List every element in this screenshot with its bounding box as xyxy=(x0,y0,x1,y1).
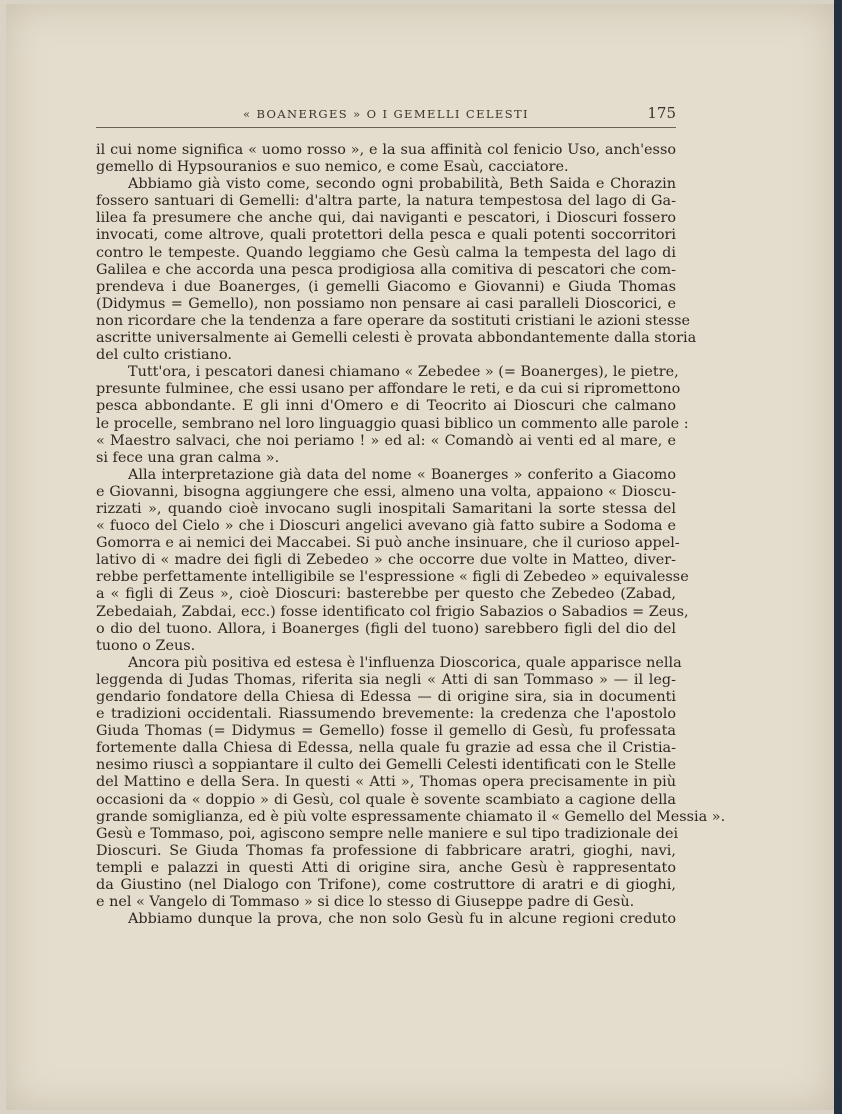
text-line: Gesù e Tommaso, poi, agiscono sempre nelle maniere e sul tipo tradizionale dei xyxy=(96,825,679,842)
text-line: lilea fa presumere che anche qui, dai naviganti e pescatori, i Dioscuri fossero xyxy=(96,210,676,227)
text-line: gemello di Hypsouranios e suo nemico, e come Esaù, cacciatore. xyxy=(96,159,569,176)
text-line: del Mattino e della Sera. In questi « Atti », Thomas opera precisamente in più xyxy=(96,774,676,791)
text-line: Tutt'ora, i pescatori danesi chiamano « Zebedee » (= Boanerges), le pietre, xyxy=(128,364,679,381)
text-line: rebbe perfettamente intelligibile se l'espressione « figli di Zebedeo » equivalesse xyxy=(96,569,689,586)
text-line: rizzati », quando cioè invocano sugli inospitali Samaritani la sorte stessa del xyxy=(96,500,676,517)
text-line: fortemente dalla Chiesa di Edessa, nella quale fu grazie ad essa che il Cristia- xyxy=(96,740,676,757)
text-line: si fece una gran calma ». xyxy=(96,449,280,466)
text-line: (Didymus = Gemello), non possiamo non pensare ai casi paralleli Dioscorici, e xyxy=(96,295,676,312)
text-line: invocati, come altrove, quali protettori della pesca e quali potenti soccorritori xyxy=(96,227,676,244)
text-line: contro le tempeste. Quando leggiamo che Gesù calma la tempesta del lago di xyxy=(96,244,676,261)
body-text xyxy=(96,142,726,928)
text-line: nesimo riuscì a soppiantare il culto dei Gemelli Celesti identificati con le Stelle xyxy=(96,757,676,774)
text-line: a « figli di Zeus », cioè Dioscuri: basterebbe per questo che Zebedeo (Zabad, xyxy=(96,586,676,603)
running-head xyxy=(96,104,676,126)
text-line: grande somiglianza, ed è più volte espressamente chiamato il « Gemello del Messia ». xyxy=(96,808,726,825)
text-line: leggenda di Judas Thomas, riferita sia negli « Atti di san Tommaso » — il leg- xyxy=(96,671,676,688)
text-line: Dioscuri. Se Giuda Thomas fa professione di fabbricare aratri, gioghi, navi, xyxy=(96,842,676,859)
text-line: tuono o Zeus. xyxy=(96,637,196,654)
text-line: gendario fondatore della Chiesa di Edessa — di origine sira, sia in documenti xyxy=(96,689,676,705)
text-line: Giuda Thomas (= Didymus = Gemello) fosse il gemello di Gesù, fu professata xyxy=(96,723,676,740)
text-line: templi e palazzi in questi Atti di origine sira, anche Gesù è rappresentato xyxy=(96,859,676,876)
text-line: Abbiamo già visto come, secondo ogni probabilità, Beth Saida e Chorazin xyxy=(128,176,676,193)
text-line: da Giustino (nel Dialogo con Trifone), come costruttore di aratri e di gioghi, xyxy=(96,877,676,894)
text-line: Alla interpretazione già data del nome « Boanerges » conferito a Giacomo xyxy=(128,466,676,483)
text-line: lativo di « madre dei figli di Zebedeo » che occorre due volte in Matteo, diver- xyxy=(96,552,676,569)
text-line: Galilea e che accorda una pesca prodigiosa alla comitiva di pescatori che com- xyxy=(96,261,676,278)
text-line: il cui nome significa « uomo rosso », e la sua affinità col fenicio Uso, anch'esso xyxy=(96,142,676,158)
text-line: occasioni da « doppio » di Gesù, col quale è sovente scambiato a cagione della xyxy=(96,791,676,808)
header-rule xyxy=(96,127,676,128)
text-line: Ancora più positiva ed estesa è l'influenza Dioscorica, quale apparisce nella xyxy=(128,654,682,671)
page-edge xyxy=(834,0,842,1114)
text-line: Abbiamo dunque la prova, che non solo Gesù fu in alcune regioni creduto xyxy=(128,911,676,928)
text-line: le procelle, sembrano nel loro linguaggio quasi biblico un commento alle parole : xyxy=(96,415,689,432)
text-line: del culto cristiano. xyxy=(96,347,233,364)
text-line: Gomorra e ai nemici dei Maccabei. Si può anche insinuare, che il curioso appel- xyxy=(96,535,680,552)
text-line: e Giovanni, bisogna aggiungere che essi, almeno una volta, appaiono « Dioscu- xyxy=(96,483,676,500)
text-line: « Maestro salvaci, che noi periamo ! » ed al: « Comandò ai venti ed al mare, e xyxy=(96,432,676,449)
page-number: 175 xyxy=(647,104,676,122)
text-line: fossero santuari di Gemelli: d'altra parte, la natura tempestosa del lago di Ga- xyxy=(96,193,676,210)
text-line: prendeva i due Boanerges, (i gemelli Giacomo e Giovanni) e Giuda Thomas xyxy=(96,278,676,295)
text-line: presunte fulminee, che essi usano per affondare le reti, e da cui si ripromettono xyxy=(96,381,681,398)
text-line: non ricordare che la tendenza a fare operare da sostituti cristiani le azioni stesse xyxy=(96,312,691,329)
text-line: o dio del tuono. Allora, i Boanerges (figli del tuono) sarebbero figli del dio del xyxy=(96,620,676,637)
text-line: Zebedaiah, Zabdai, ecc.) fosse identificato col frigio Sabazios o Sabadios = Zeus, xyxy=(96,603,689,620)
text-line: e tradizioni occidentali. Riassumendo brevemente: la credenza che l'apostolo xyxy=(96,706,676,723)
text-line: ascritte universalmente ai Gemelli celesti è provata abbondantemente dalla storia xyxy=(96,330,697,347)
running-title: « BOANERGES » O I GEMELLI CELESTI xyxy=(242,107,530,121)
text-line: e nel « Vangelo di Tommaso » si dice lo stesso di Giuseppe padre di Gesù. xyxy=(96,894,635,911)
text-line: « fuoco del Cielo » che i Dioscuri angelici avevano già fatto subire a Sodoma e xyxy=(96,518,676,535)
text-line: pesca abbondante. E gli inni d'Omero e di Teocrito ai Dioscuri che calmano xyxy=(96,398,676,415)
